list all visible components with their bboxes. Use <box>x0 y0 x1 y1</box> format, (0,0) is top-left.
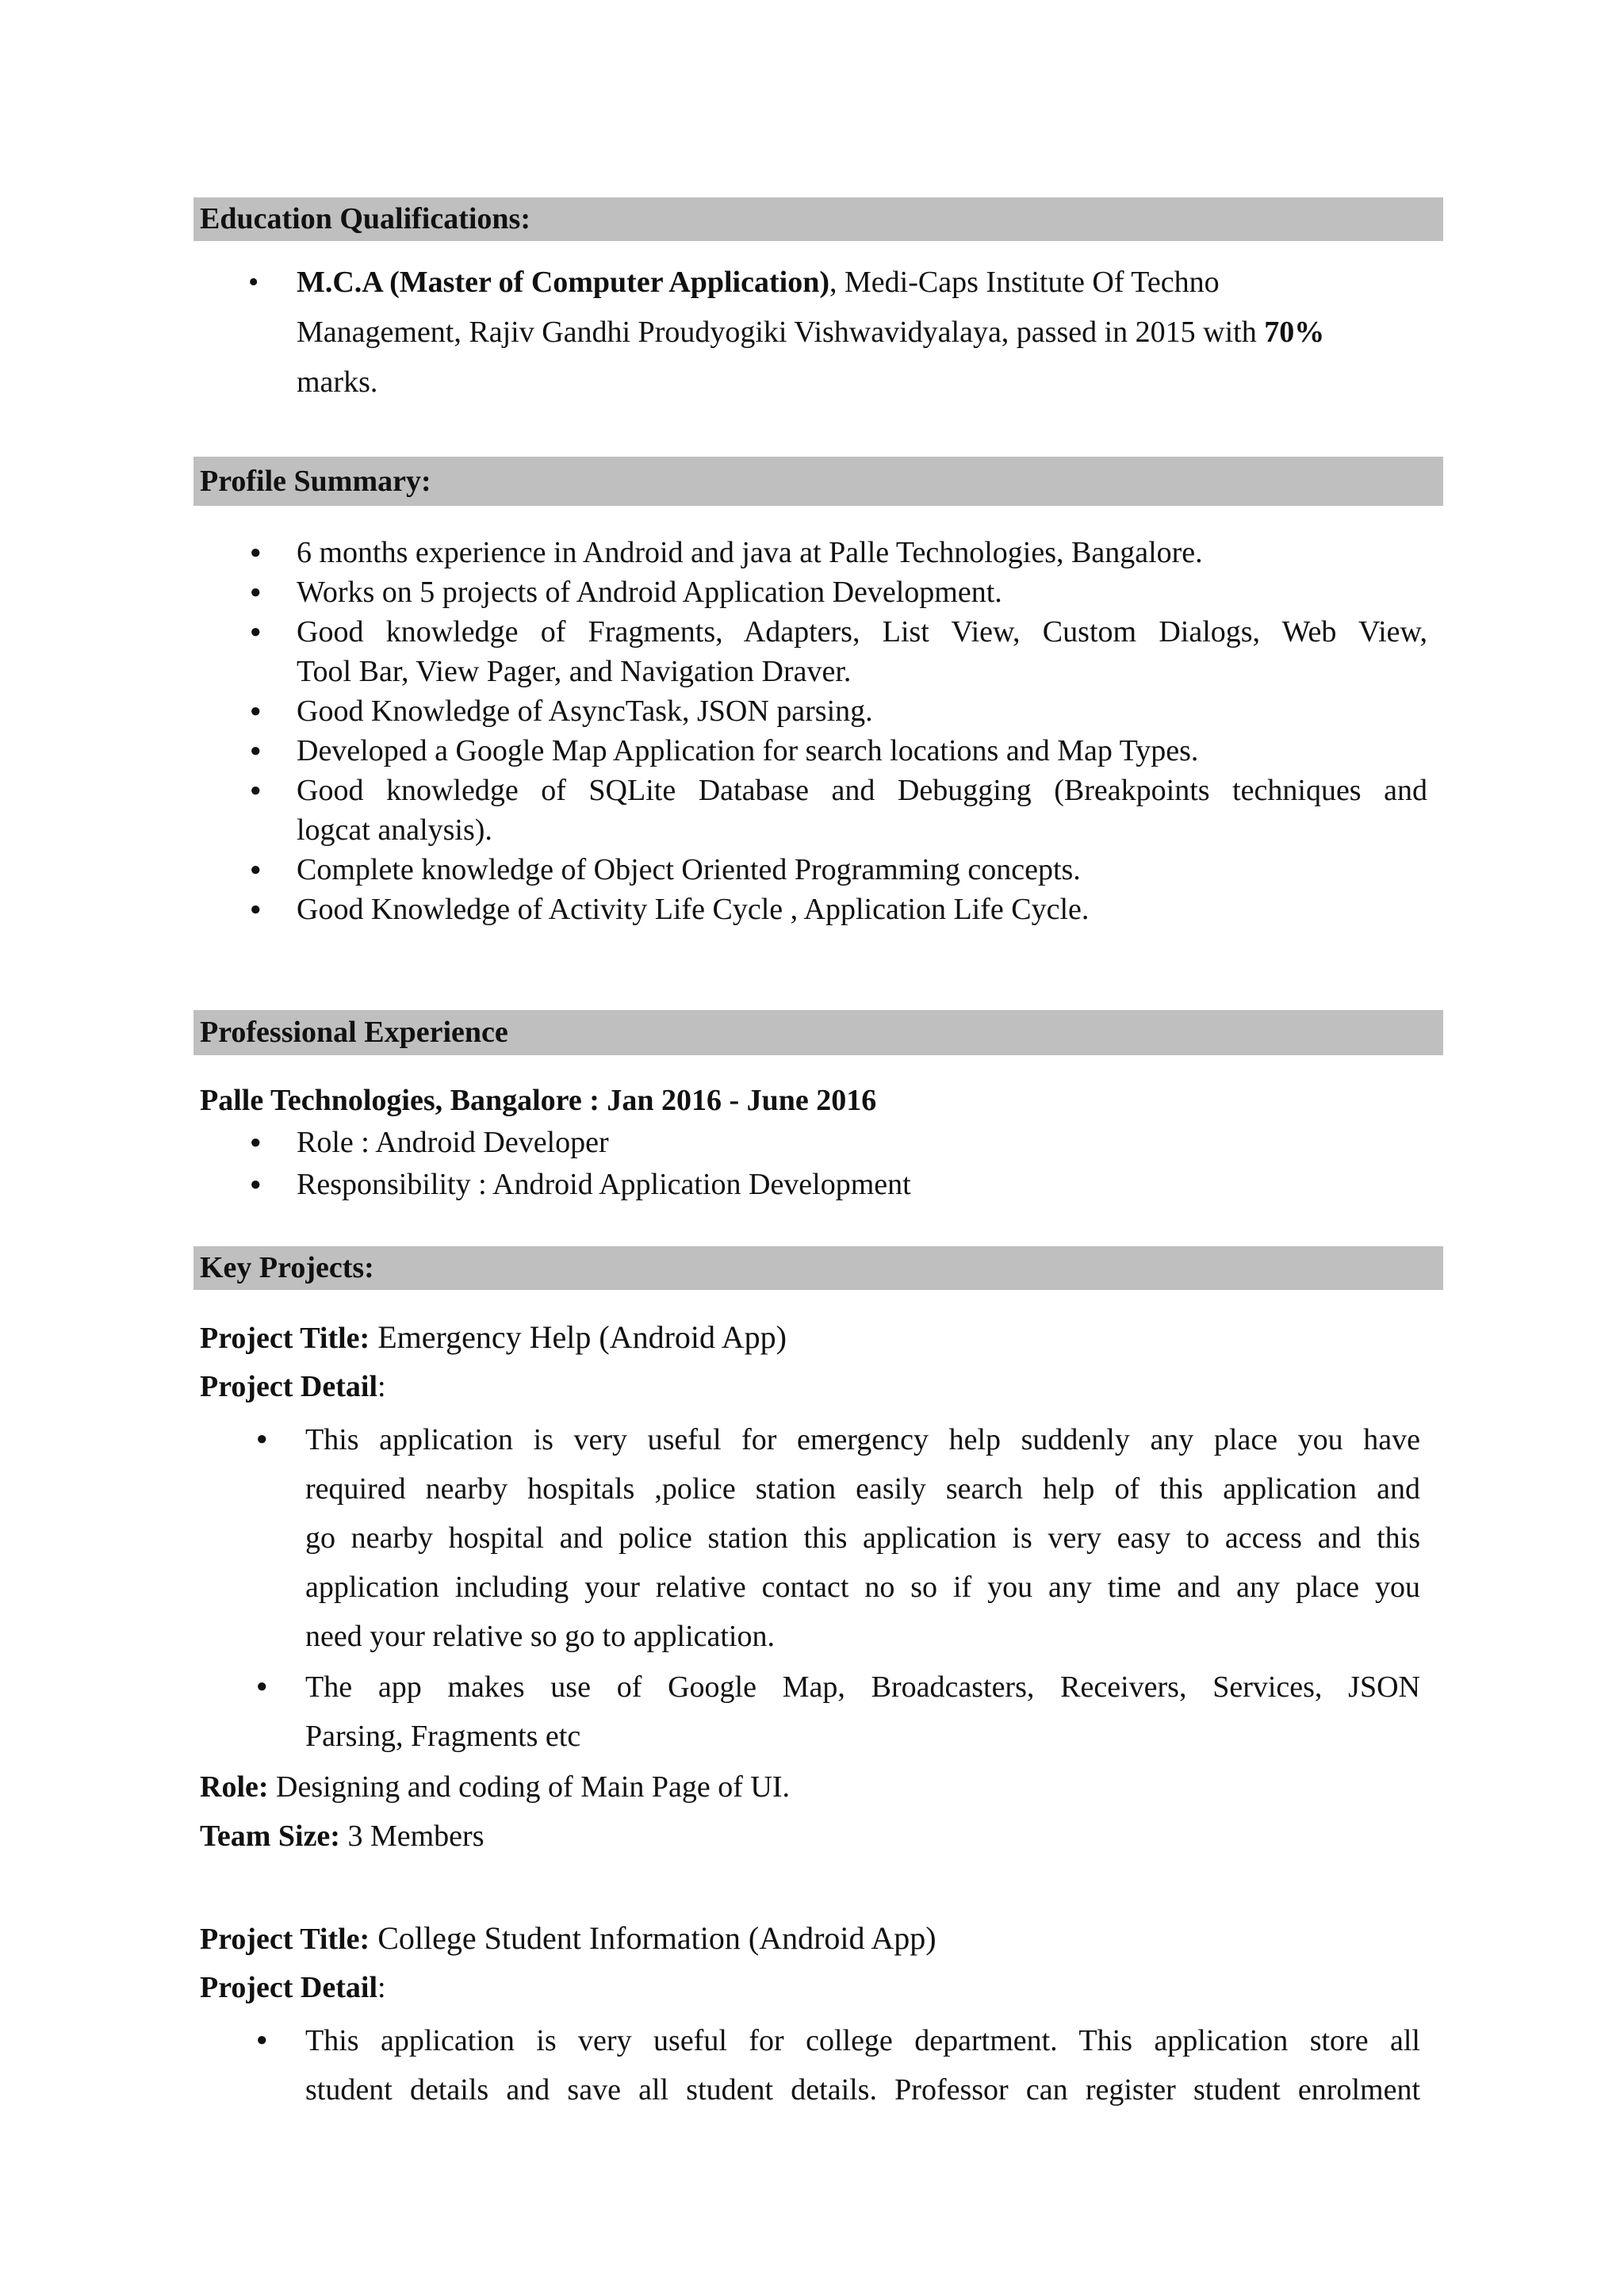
team-size-text: 3 Members <box>339 1820 485 1853</box>
degree-name: M.C.A (Master of Computer Application) <box>297 266 829 299</box>
bullet-icon: ● <box>256 2030 268 2050</box>
role-label: Role: <box>200 1770 269 1804</box>
profile-item: Works on 5 projects of Android Application Development. <box>297 576 1002 609</box>
company-line: Palle Technologies, Bangalore : Jan 2016 - June 2016 <box>200 1084 877 1117</box>
bullet-icon: ● <box>250 859 262 880</box>
project-detail-label: Project Detail <box>200 1971 378 2004</box>
experience-heading: Professional Experience <box>193 1010 1443 1055</box>
projects-heading: Key Projects: <box>193 1246 1443 1290</box>
education-line-2 <box>297 312 1427 352</box>
bullet-icon: ● <box>250 740 262 761</box>
team-size-label: Team Size: <box>200 1820 340 1853</box>
profile-item: Good knowledge of Fragments, Adapters, List View, Custom Dialogs, Web View, <box>297 615 1427 649</box>
detail-line: application including your relative contact no so if you any time and any place you <box>305 1571 1420 1604</box>
detail-line: This application is very useful for college department. This application store all <box>305 2024 1420 2057</box>
detail-colon: : <box>377 1971 386 2004</box>
project-1-detail-2 <box>305 1663 1420 1761</box>
institute-text: , Medi-Caps Institute Of Techno <box>829 266 1220 299</box>
project-1-title-line <box>200 1318 787 1358</box>
detail-line: go nearby hospital and police station this application is very easy to access and this <box>305 1521 1420 1555</box>
education-line-1 <box>297 262 1427 302</box>
bullet-icon: ● <box>256 1429 268 1449</box>
profile-heading: Profile Summary: <box>193 457 1443 506</box>
bullet-icon: ● <box>256 1676 268 1697</box>
detail-line: Parsing, Fragments etc <box>305 1720 581 1753</box>
profile-item-continued: Tool Bar, View Pager, and Navigation Draver. <box>297 655 852 688</box>
detail-colon: : <box>377 1370 386 1403</box>
experience-responsibility: Responsibility : Android Application Development <box>297 1168 911 1201</box>
university-text: Management, Rajiv Gandhi Proudyogiki Vishwavidyalaya, passed in 2015 with <box>297 316 1265 349</box>
project-detail-label: Project Detail <box>200 1370 378 1403</box>
experience-role: Role : Android Developer <box>297 1126 609 1159</box>
bullet-icon: ● <box>250 542 262 563</box>
detail-line: student details and save all student details. Professor can register student enrolment <box>305 2073 1420 2107</box>
bullet-icon: ● <box>250 582 262 603</box>
education-heading: Education Qualifications: <box>193 197 1443 241</box>
project-1-detail-1 <box>305 1415 1420 1661</box>
project-title-label: Project Title: <box>200 1923 370 1956</box>
profile-item-continued: logcat analysis). <box>297 813 492 847</box>
profile-item: 6 months experience in Android and java at Palle Technologies, Bangalore. <box>297 536 1203 569</box>
bullet-icon: ● <box>250 701 262 721</box>
detail-line: This application is very useful for emergency help suddenly any place you have <box>305 1423 1420 1456</box>
project-1-detail-label-line <box>200 1367 386 1406</box>
marks-percent: 70% <box>1264 316 1325 349</box>
project-2-title: College Student Information (Android App) <box>370 1920 936 1956</box>
profile-item: Good knowledge of SQLite Database and Debugging (Breakpoints techniques and <box>297 774 1427 807</box>
profile-item: Good Knowledge of AsyncTask, JSON parsing. <box>297 695 873 728</box>
project-1-title: Emergency Help (Android App) <box>370 1319 787 1355</box>
bullet-icon: ● <box>250 1174 262 1195</box>
bullet-icon: ● <box>250 1132 262 1153</box>
education-line-3: marks. <box>297 365 378 399</box>
role-text: Designing and coding of Main Page of UI. <box>268 1770 791 1804</box>
profile-item: Complete knowledge of Object Oriented Programming concepts. <box>297 853 1081 886</box>
project-2-detail-1 <box>305 2016 1420 2114</box>
bullet-icon: • <box>248 266 259 299</box>
profile-item: Good Knowledge of Activity Life Cycle , Application Life Cycle. <box>297 893 1090 926</box>
project-1-team-line <box>200 1816 485 1856</box>
profile-item: Developed a Google Map Application for search locations and Map Types. <box>297 734 1199 767</box>
project-title-label: Project Title: <box>200 1322 370 1355</box>
project-1-role-line <box>200 1767 790 1807</box>
project-2-title-line <box>200 1919 936 1959</box>
bullet-icon: ● <box>250 622 262 642</box>
project-2-detail-label-line <box>200 1968 386 2007</box>
bullet-icon: ● <box>250 780 262 801</box>
detail-line: The app makes use of Google Map, Broadcasters, Receivers, Services, JSON <box>305 1670 1420 1704</box>
detail-line: required nearby hospitals ,police station easily search help of this application and <box>305 1472 1420 1506</box>
detail-line: need your relative so go to application. <box>305 1620 775 1653</box>
bullet-icon: ● <box>250 899 262 920</box>
